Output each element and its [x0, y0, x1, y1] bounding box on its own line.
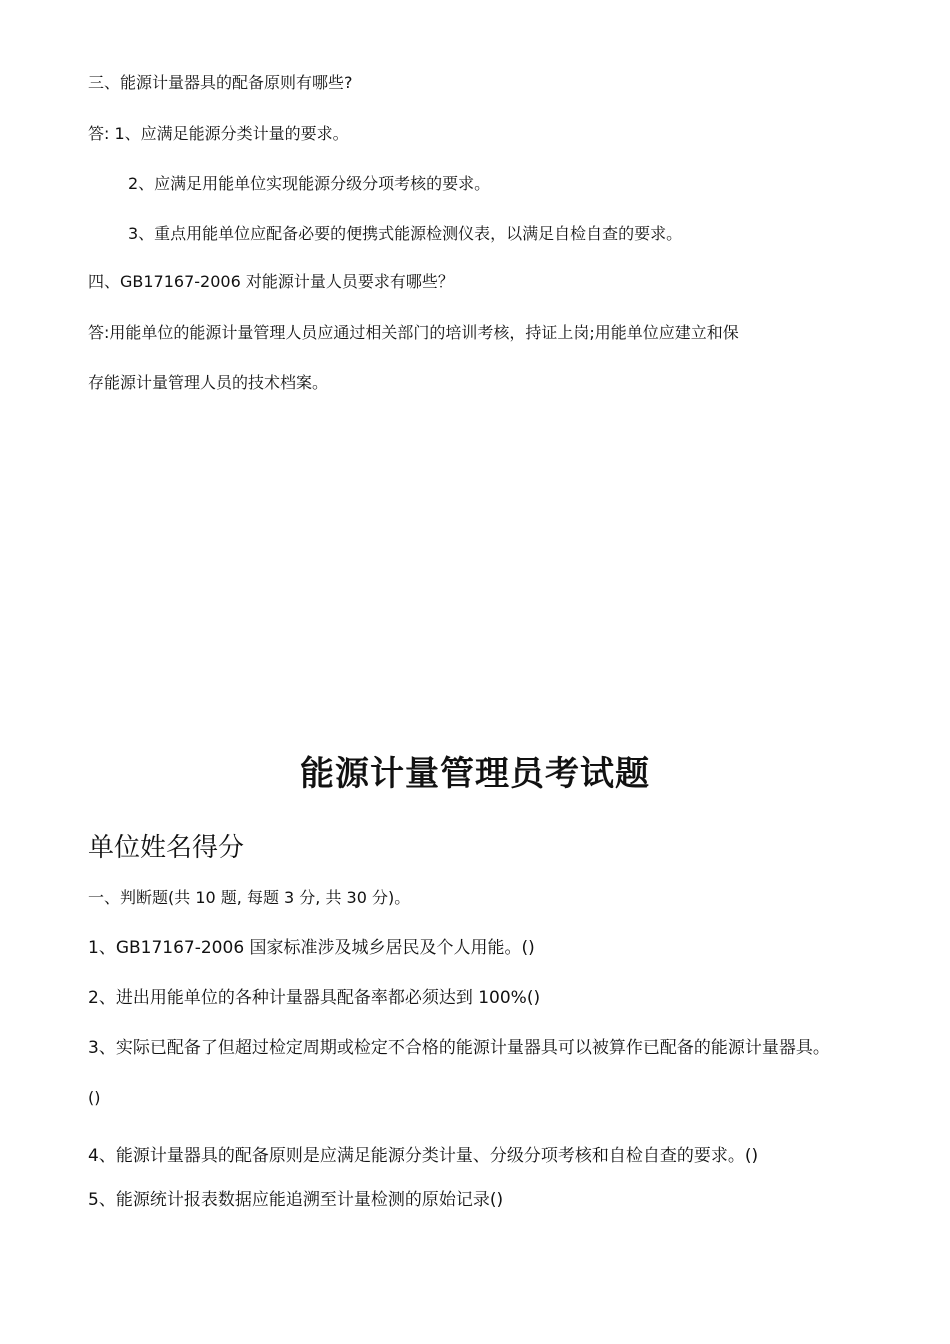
answer-4-line-2: 存能源计量管理人员的技术档案。 [88, 373, 329, 392]
exam-item-2: 2、进出用能单位的各种计量器具配备率都必须达到 100%() [88, 988, 541, 1008]
answer-3-item-2: 2、应满足用能单位实现能源分级分项考核的要求。 [128, 174, 491, 193]
answer-3-item-3: 3、重点用能单位应配备必要的便携式能源检测仪表，以满足自检自查的要求。 [128, 224, 683, 243]
exam-item-5: 5、能源统计报表数据应能追溯至计量检测的原始记录() [88, 1190, 504, 1210]
question-4: 四、GB17167-2006 对能源计量人员要求有哪些？ [88, 272, 454, 291]
question-3: 三、能源计量器具的配备原则有哪些? [88, 73, 353, 92]
exam-title: 能源计量管理员考试题 [300, 754, 650, 794]
exam-item-1: 1、GB17167-2006 国家标准涉及城乡居民及个人用能。() [88, 938, 535, 958]
answer-4-line-1: 答:用能单位的能源计量管理人员应通过相关部门的培训考核，持证上岗;用能单位应建立和保 [88, 323, 739, 342]
exam-item-3: 3、实际已配备了但超过检定周期或检定不合格的能源计量器具可以被算作已配备的能源计量器具。 [88, 1038, 830, 1058]
answer-3-item-1: 答: 1、应满足能源分类计量的要求。 [88, 124, 349, 143]
section-1-heading: 一、判断题(共 10 题, 每题 3 分, 共 30 分)。 [88, 888, 411, 907]
exam-item-4: 4、能源计量器具的配备原则是应满足能源分类计量、分级分项考核和自检自查的要求。() [88, 1146, 759, 1166]
exam-subtitle: 单位姓名得分 [88, 833, 245, 863]
exam-item-3-blank: () [88, 1088, 101, 1107]
